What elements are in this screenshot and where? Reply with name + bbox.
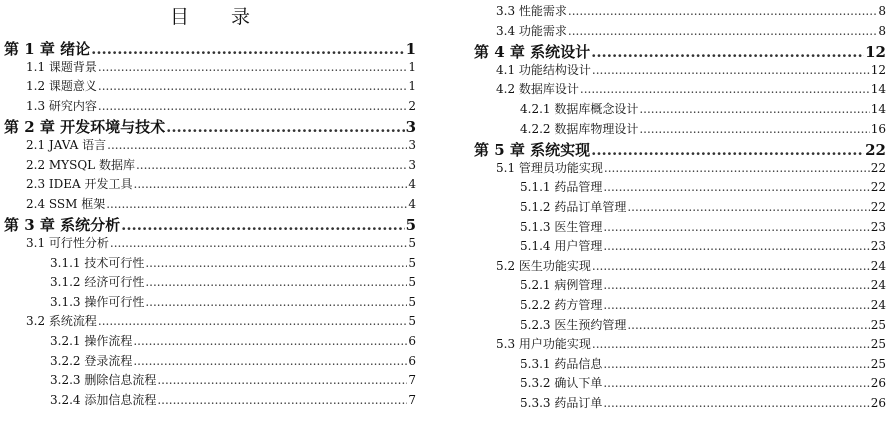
- toc-leader-dots: [133, 354, 407, 368]
- toc-entry-label: 3.1.1 技术可行性: [50, 255, 145, 270]
- toc-entry-page-number: 5: [408, 275, 416, 290]
- toc-entry-label: 3.1.3 操作可行性: [50, 294, 145, 309]
- toc-entry-page-number: 5: [405, 216, 416, 235]
- toc-entry-page-number: 24: [870, 278, 886, 293]
- toc-entry-label: 4.2.2 数据库物理设计: [520, 121, 639, 136]
- toc-entry-page-number: 5: [408, 294, 416, 309]
- toc-entry[interactable]: [496, 257, 886, 274]
- toc-entry-label: 2.2 MYSQL 数据库: [26, 157, 135, 172]
- toc-leader-dots: [592, 259, 870, 273]
- toc-leader-dots: [106, 197, 407, 211]
- toc-entry-page-number: 8: [878, 4, 886, 18]
- toc-entry[interactable]: [26, 58, 416, 75]
- toc-leader-dots: [603, 357, 869, 371]
- toc-entry-page-number: 8: [878, 23, 886, 38]
- toc-leader-dots: [145, 295, 407, 309]
- toc-entry[interactable]: [4, 116, 416, 137]
- toc-leader-dots: [603, 376, 869, 390]
- toc-entry[interactable]: [496, 2, 886, 19]
- toc-leader-dots: [603, 278, 869, 292]
- toc-leader-dots: [134, 177, 408, 191]
- toc-entry[interactable]: [496, 22, 886, 39]
- toc-entry-page-number: 6: [408, 334, 416, 348]
- toc-entry[interactable]: [50, 332, 416, 349]
- toc-leader-dots: [145, 256, 407, 270]
- toc-entry-label: 5.2.2 药方管理: [520, 298, 603, 312]
- toc-entry-page-number: 5: [408, 236, 416, 250]
- toc-entry[interactable]: [474, 41, 886, 62]
- toc-leader-dots: [157, 393, 407, 407]
- toc-entry-page-number: 7: [408, 373, 416, 388]
- toc-entry-label: 5.1.3 医生管理: [520, 219, 603, 234]
- toc-entry-page-number: 23: [870, 239, 886, 254]
- toc-entry-page-number: 3: [408, 138, 416, 152]
- toc-page-left: [0, 0, 420, 422]
- toc-leader-dots: [603, 298, 869, 312]
- toc-entry-page-number: 3: [408, 157, 416, 172]
- toc-entry[interactable]: [26, 77, 416, 94]
- toc-entry-page-number: 14: [870, 82, 886, 97]
- toc-leader-dots: [603, 180, 869, 194]
- toc-leader-dots: [603, 239, 869, 253]
- toc-leader-dots: [136, 158, 407, 172]
- toc-entry[interactable]: [520, 178, 886, 195]
- toc-entry-label: 4.2.1 数据库概念设计: [520, 102, 639, 116]
- toc-leader-dots: [157, 373, 407, 387]
- toc-leader-dots: [603, 220, 869, 234]
- toc-entry-page-number: 4: [408, 177, 416, 192]
- toc-entry[interactable]: [520, 198, 886, 215]
- toc-entry-page-number: 24: [870, 298, 886, 312]
- toc-entry[interactable]: [520, 296, 886, 313]
- toc-entry-label: 5.3 用户功能实现: [496, 337, 591, 352]
- toc-entry-label: 2.4 SSM 框架: [26, 196, 106, 211]
- toc-leader-dots: [639, 122, 869, 136]
- toc-entry[interactable]: [496, 159, 886, 176]
- toc-leader-dots: [121, 216, 404, 234]
- toc-entry-label: 1.2 课题意义: [26, 79, 97, 94]
- toc-entry-page-number: 1: [408, 79, 416, 94]
- toc-entry-label: 5.1.4 用户管理: [520, 239, 603, 254]
- toc-entry-label: 5.3.3 药品订单: [520, 396, 603, 410]
- toc-entry-label: 5.1.1 药品管理: [520, 180, 603, 195]
- toc-entry-page-number: 5: [408, 255, 416, 270]
- toc-leader-dots: [627, 318, 869, 332]
- toc-entry-page-number: 25: [870, 356, 886, 371]
- toc-entry-label: 3.3 性能需求: [496, 4, 567, 18]
- toc-entry-label: 4.1 功能结构设计: [496, 62, 591, 77]
- toc-entry[interactable]: [496, 80, 886, 97]
- toc-leader-dots: [98, 60, 407, 74]
- toc-entry[interactable]: [26, 195, 416, 212]
- toc-leader-dots: [580, 82, 870, 96]
- toc-leader-dots: [568, 4, 877, 18]
- toc-entry-label: 1.3 研究内容: [26, 98, 97, 113]
- toc-entry-label: 3.1.2 经济可行性: [50, 275, 145, 290]
- toc-entry[interactable]: [474, 139, 886, 160]
- toc-entry-page-number: 1: [405, 40, 416, 58]
- toc-entry-label: 2.1 JAVA 语言: [26, 138, 107, 152]
- toc-leader-dots: [604, 161, 870, 175]
- toc-entry[interactable]: [50, 391, 416, 408]
- toc-entry-page-number: 4: [408, 196, 416, 211]
- toc-entry[interactable]: [520, 276, 886, 293]
- toc-entry[interactable]: [50, 352, 416, 369]
- toc-entry-label: 第 3 章 系统分析: [4, 216, 121, 235]
- toc-entry[interactable]: [26, 312, 416, 329]
- toc-entry-page-number: 23: [870, 219, 886, 234]
- toc-entry-page-number: 5: [408, 314, 416, 329]
- toc-entry-page-number: 25: [870, 337, 886, 352]
- toc-entry-label: 2.3 IDEA 开发工具: [26, 177, 133, 192]
- toc-entry-label: 3.1 可行性分析: [26, 236, 109, 250]
- toc-entry[interactable]: [50, 254, 416, 271]
- toc-leader-dots: [603, 396, 869, 410]
- toc-leader-dots: [568, 24, 877, 38]
- toc-entry-page-number: 16: [870, 121, 886, 136]
- toc-page-right: [470, 0, 888, 422]
- toc-entry[interactable]: [496, 335, 886, 352]
- toc-entry-page-number: 1: [408, 59, 416, 74]
- toc-entry-label: 4.2 数据库设计: [496, 82, 579, 97]
- toc-entry-page-number: 26: [870, 396, 886, 410]
- toc-leader-dots: [145, 275, 407, 289]
- toc-entry-page-number: 26: [870, 376, 886, 391]
- toc-entry[interactable]: [26, 97, 416, 114]
- toc-leader-dots: [639, 102, 869, 116]
- toc-entry-page-number: 22: [865, 141, 886, 160]
- toc-leader-dots: [591, 43, 864, 61]
- toc-entry-label: 3.2 系统流程: [26, 314, 97, 329]
- toc-entry[interactable]: [520, 218, 886, 235]
- toc-entry-label: 3.2.3 删除信息流程: [50, 373, 157, 388]
- toc-entry-label: 5.1.2 药品订单管理: [520, 200, 627, 214]
- toc-leader-dots: [133, 334, 407, 348]
- page-gap: [420, 0, 470, 422]
- toc-entry-page-number: 3: [405, 118, 416, 137]
- toc-entry-label: 5.3.1 药品信息: [520, 356, 603, 371]
- toc-entry-label: 3.2.2 登录流程: [50, 353, 133, 368]
- toc-entry-label: 第 5 章 系统实现: [474, 141, 591, 160]
- toc-entry-page-number: 24: [870, 258, 886, 273]
- toc-entry-page-number: 14: [870, 102, 886, 116]
- toc-entry-page-number: 2: [408, 98, 416, 113]
- toc-leader-dots: [627, 200, 869, 214]
- toc-entry[interactable]: [4, 38, 416, 59]
- toc-entry-label: 5.3.2 确认下单: [520, 376, 603, 391]
- toc-leader-dots: [592, 337, 870, 351]
- toc-entry-label: 第 4 章 系统设计: [474, 43, 591, 62]
- toc-entry-label: 3.2.1 操作流程: [50, 334, 133, 348]
- toc-entry-page-number: 22: [870, 180, 886, 195]
- toc-leader-dots: [592, 63, 870, 77]
- toc-entry-page-number: 12: [870, 62, 886, 77]
- toc-entry[interactable]: [520, 374, 886, 391]
- toc-entry-label: 第 1 章 绪论: [4, 40, 91, 58]
- toc-entry-page-number: 12: [865, 43, 886, 62]
- toc-entry[interactable]: [26, 175, 416, 192]
- toc-entry[interactable]: [50, 293, 416, 310]
- toc-entry[interactable]: [4, 214, 416, 235]
- toc-leader-dots: [98, 79, 407, 93]
- toc-entry[interactable]: [520, 394, 886, 411]
- toc-entry-label: 5.2.3 医生预约管理: [520, 317, 627, 332]
- toc-entry[interactable]: [520, 355, 886, 372]
- toc-entry[interactable]: [496, 61, 886, 78]
- toc-entry[interactable]: [520, 237, 886, 254]
- toc-entry[interactable]: [520, 316, 886, 333]
- toc-leader-dots: [591, 141, 864, 159]
- toc-entry[interactable]: [50, 273, 416, 290]
- toc-leader-dots: [98, 99, 407, 113]
- toc-entry-label: 3.2.4 添加信息流程: [50, 392, 157, 407]
- toc-entry-label: 3.4 功能需求: [496, 23, 567, 38]
- toc-leader-dots: [91, 40, 404, 58]
- toc-entry-page-number: 25: [870, 317, 886, 332]
- toc-leader-dots: [107, 138, 407, 152]
- toc-entry[interactable]: [520, 120, 886, 137]
- toc-entry-page-number: 7: [408, 392, 416, 407]
- toc-entry-page-number: 22: [870, 160, 886, 175]
- toc-title: 目 录: [169, 6, 269, 28]
- toc-entry[interactable]: [50, 371, 416, 388]
- toc-entry[interactable]: [26, 156, 416, 173]
- toc-entry-label: 1.1 课题背景: [26, 59, 97, 74]
- toc-entry-label: 5.2.1 病例管理: [520, 278, 603, 293]
- toc-entry[interactable]: [26, 136, 416, 153]
- toc-entry-page-number: 22: [870, 200, 886, 214]
- toc-entry-label: 5.1 管理员功能实现: [496, 160, 603, 175]
- toc-entry-label: 5.2 医生功能实现: [496, 258, 591, 273]
- toc-leader-dots: [166, 118, 404, 136]
- toc-entry-page-number: 6: [408, 353, 416, 368]
- toc-entry-label: 第 2 章 开发环境与技术: [4, 118, 166, 137]
- toc-leader-dots: [98, 314, 407, 328]
- toc-leader-dots: [110, 236, 407, 250]
- toc-entry[interactable]: [520, 100, 886, 117]
- toc-entry[interactable]: [26, 234, 416, 251]
